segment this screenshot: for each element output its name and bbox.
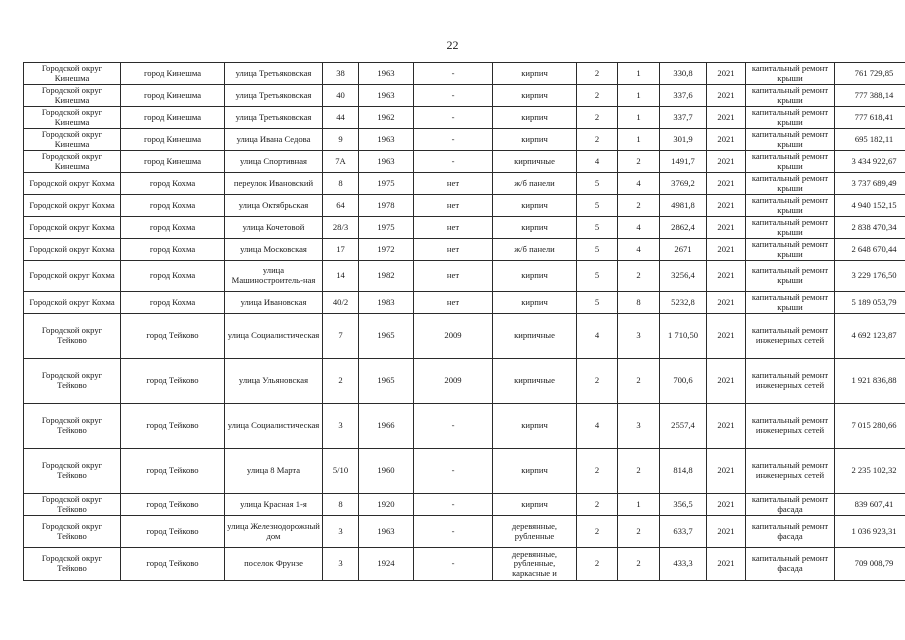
plan-year-cell: 2021 <box>707 173 746 195</box>
entrances-cell: 2 <box>618 516 660 548</box>
work-type-cell: капитальный ремонт крыши <box>746 151 835 173</box>
floors-cell: 4 <box>577 314 618 359</box>
last-repair-year-cell: - <box>414 516 493 548</box>
street-cell: поселок Фрунзе <box>225 548 323 581</box>
last-repair-year-cell: нет <box>414 195 493 217</box>
floors-cell: 2 <box>577 494 618 516</box>
table-row <box>24 195 905 217</box>
wall-material-cell: кирпич <box>493 63 577 85</box>
street-cell: улица Социалистическая <box>225 314 323 359</box>
area-cell: 700,6 <box>660 359 707 404</box>
housing-repair-table <box>23 62 905 581</box>
table-row <box>24 151 905 173</box>
house-number-cell: 64 <box>323 195 359 217</box>
entrances-cell: 4 <box>618 217 660 239</box>
entrances-cell: 2 <box>618 151 660 173</box>
street-cell: улица Октябрьская <box>225 195 323 217</box>
house-number-cell: 3 <box>323 548 359 581</box>
municipality-cell: Городской округ Кохма <box>24 217 121 239</box>
plan-year-cell: 2021 <box>707 404 746 449</box>
plan-year-cell: 2021 <box>707 314 746 359</box>
entrances-cell: 2 <box>618 449 660 494</box>
table-row <box>24 85 905 107</box>
cost-cell: 3 737 689,49 <box>835 173 905 195</box>
plan-year-cell: 2021 <box>707 217 746 239</box>
table-row <box>24 494 905 516</box>
municipality-cell: Городской округ Тейково <box>24 516 121 548</box>
house-number-cell: 17 <box>323 239 359 261</box>
last-repair-year-cell: - <box>414 548 493 581</box>
floors-cell: 2 <box>577 359 618 404</box>
work-type-cell: капитальный ремонт инженерных сетей <box>746 314 835 359</box>
wall-material-cell: кирпич <box>493 217 577 239</box>
build-year-cell: 1978 <box>359 195 414 217</box>
wall-material-cell: кирпичные <box>493 314 577 359</box>
cost-cell: 2 838 470,34 <box>835 217 905 239</box>
area-cell: 814,8 <box>660 449 707 494</box>
municipality-cell: Городской округ Тейково <box>24 494 121 516</box>
build-year-cell: 1963 <box>359 129 414 151</box>
entrances-cell: 1 <box>618 494 660 516</box>
floors-cell: 2 <box>577 516 618 548</box>
last-repair-year-cell: - <box>414 449 493 494</box>
house-number-cell: 8 <box>323 173 359 195</box>
plan-year-cell: 2021 <box>707 261 746 292</box>
street-cell: улица Социалистическая <box>225 404 323 449</box>
entrances-cell: 8 <box>618 292 660 314</box>
wall-material-cell: кирпич <box>493 107 577 129</box>
wall-material-cell: кирпич <box>493 85 577 107</box>
house-number-cell: 7А <box>323 151 359 173</box>
plan-year-cell: 2021 <box>707 292 746 314</box>
municipality-cell: Городской округ Кинешма <box>24 151 121 173</box>
area-cell: 2862,4 <box>660 217 707 239</box>
entrances-cell: 3 <box>618 404 660 449</box>
area-cell: 633,7 <box>660 516 707 548</box>
wall-material-cell: кирпичные <box>493 359 577 404</box>
last-repair-year-cell: 2009 <box>414 314 493 359</box>
build-year-cell: 1983 <box>359 292 414 314</box>
cost-cell: 7 015 280,66 <box>835 404 905 449</box>
floors-cell: 2 <box>577 129 618 151</box>
cost-cell: 1 036 923,31 <box>835 516 905 548</box>
area-cell: 330,8 <box>660 63 707 85</box>
plan-year-cell: 2021 <box>707 548 746 581</box>
work-type-cell: капитальный ремонт крыши <box>746 292 835 314</box>
street-cell: улица Третьяковская <box>225 107 323 129</box>
table-row <box>24 261 905 292</box>
entrances-cell: 2 <box>618 548 660 581</box>
work-type-cell: капитальный ремонт крыши <box>746 239 835 261</box>
wall-material-cell: кирпич <box>493 404 577 449</box>
work-type-cell: капитальный ремонт крыши <box>746 173 835 195</box>
area-cell: 1491,7 <box>660 151 707 173</box>
build-year-cell: 1920 <box>359 494 414 516</box>
build-year-cell: 1963 <box>359 85 414 107</box>
street-cell: переулок Ивановский <box>225 173 323 195</box>
house-number-cell: 44 <box>323 107 359 129</box>
work-type-cell: капитальный ремонт крыши <box>746 63 835 85</box>
work-type-cell: капитальный ремонт фасада <box>746 494 835 516</box>
floors-cell: 4 <box>577 151 618 173</box>
area-cell: 1 710,50 <box>660 314 707 359</box>
wall-material-cell: деревянные, рубленные, каркасные и <box>493 548 577 581</box>
plan-year-cell: 2021 <box>707 63 746 85</box>
plan-year-cell: 2021 <box>707 151 746 173</box>
page-number: 22 <box>446 38 459 52</box>
municipality-cell: Городской округ Кохма <box>24 261 121 292</box>
municipality-cell: Городской округ Кохма <box>24 195 121 217</box>
municipality-cell: Городской округ Кохма <box>24 173 121 195</box>
last-repair-year-cell: нет <box>414 217 493 239</box>
cost-cell: 695 182,11 <box>835 129 905 151</box>
plan-year-cell: 2021 <box>707 195 746 217</box>
work-type-cell: капитальный ремонт фасада <box>746 516 835 548</box>
entrances-cell: 4 <box>618 239 660 261</box>
entrances-cell: 1 <box>618 107 660 129</box>
municipality-cell: Городской округ Кохма <box>24 292 121 314</box>
work-type-cell: капитальный ремонт крыши <box>746 217 835 239</box>
plan-year-cell: 2021 <box>707 494 746 516</box>
floors-cell: 2 <box>577 85 618 107</box>
last-repair-year-cell: нет <box>414 239 493 261</box>
town-cell: город Кинешма <box>121 151 225 173</box>
floors-cell: 2 <box>577 63 618 85</box>
cost-cell: 2 648 670,44 <box>835 239 905 261</box>
street-cell: улица Спортивная <box>225 151 323 173</box>
work-type-cell: капитальный ремонт крыши <box>746 107 835 129</box>
street-cell: улица Ивана Седова <box>225 129 323 151</box>
table-row <box>24 63 905 85</box>
cost-cell: 4 692 123,87 <box>835 314 905 359</box>
last-repair-year-cell: - <box>414 85 493 107</box>
street-cell: улица Красная 1-я <box>225 494 323 516</box>
house-number-cell: 5/10 <box>323 449 359 494</box>
house-number-cell: 3 <box>323 404 359 449</box>
table-body <box>24 63 905 581</box>
area-cell: 301,9 <box>660 129 707 151</box>
street-cell: улица Кочетовой <box>225 217 323 239</box>
town-cell: город Кинешма <box>121 85 225 107</box>
wall-material-cell: ж/б панели <box>493 239 577 261</box>
town-cell: город Тейково <box>121 548 225 581</box>
town-cell: город Кинешма <box>121 63 225 85</box>
last-repair-year-cell: - <box>414 129 493 151</box>
wall-material-cell: ж/б панели <box>493 173 577 195</box>
town-cell: город Кохма <box>121 239 225 261</box>
house-number-cell: 7 <box>323 314 359 359</box>
build-year-cell: 1924 <box>359 548 414 581</box>
plan-year-cell: 2021 <box>707 449 746 494</box>
house-number-cell: 40 <box>323 85 359 107</box>
build-year-cell: 1960 <box>359 449 414 494</box>
work-type-cell: капитальный ремонт инженерных сетей <box>746 359 835 404</box>
house-number-cell: 38 <box>323 63 359 85</box>
last-repair-year-cell: нет <box>414 292 493 314</box>
build-year-cell: 1963 <box>359 63 414 85</box>
last-repair-year-cell: нет <box>414 173 493 195</box>
floors-cell: 5 <box>577 173 618 195</box>
town-cell: город Кохма <box>121 292 225 314</box>
wall-material-cell: кирпич <box>493 261 577 292</box>
cost-cell: 709 008,79 <box>835 548 905 581</box>
area-cell: 337,7 <box>660 107 707 129</box>
town-cell: город Тейково <box>121 494 225 516</box>
wall-material-cell: кирпичные <box>493 151 577 173</box>
last-repair-year-cell: 2009 <box>414 359 493 404</box>
street-cell: улица Третьяковская <box>225 85 323 107</box>
municipality-cell: Городской округ Тейково <box>24 314 121 359</box>
town-cell: город Кинешма <box>121 107 225 129</box>
street-cell: улица 8 Марта <box>225 449 323 494</box>
plan-year-cell: 2021 <box>707 359 746 404</box>
house-number-cell: 2 <box>323 359 359 404</box>
floors-cell: 5 <box>577 239 618 261</box>
entrances-cell: 3 <box>618 314 660 359</box>
last-repair-year-cell: - <box>414 63 493 85</box>
build-year-cell: 1965 <box>359 314 414 359</box>
table-row <box>24 129 905 151</box>
floors-cell: 5 <box>577 292 618 314</box>
house-number-cell: 8 <box>323 494 359 516</box>
cost-cell: 5 189 053,79 <box>835 292 905 314</box>
floors-cell: 5 <box>577 217 618 239</box>
town-cell: город Кохма <box>121 173 225 195</box>
cost-cell: 2 235 102,32 <box>835 449 905 494</box>
street-cell: улица Машиностроитель-ная <box>225 261 323 292</box>
plan-year-cell: 2021 <box>707 516 746 548</box>
entrances-cell: 2 <box>618 359 660 404</box>
last-repair-year-cell: - <box>414 404 493 449</box>
wall-material-cell: кирпич <box>493 129 577 151</box>
municipality-cell: Городской округ Тейково <box>24 359 121 404</box>
area-cell: 5232,8 <box>660 292 707 314</box>
floors-cell: 2 <box>577 107 618 129</box>
table-row <box>24 239 905 261</box>
town-cell: город Кинешма <box>121 129 225 151</box>
table-row <box>24 404 905 449</box>
work-type-cell: капитальный ремонт крыши <box>746 261 835 292</box>
cost-cell: 1 921 836,88 <box>835 359 905 404</box>
area-cell: 356,5 <box>660 494 707 516</box>
town-cell: город Кохма <box>121 195 225 217</box>
entrances-cell: 1 <box>618 63 660 85</box>
entrances-cell: 1 <box>618 85 660 107</box>
area-cell: 3256,4 <box>660 261 707 292</box>
work-type-cell: капитальный ремонт крыши <box>746 195 835 217</box>
last-repair-year-cell: - <box>414 151 493 173</box>
house-number-cell: 9 <box>323 129 359 151</box>
table-row <box>24 292 905 314</box>
house-number-cell: 14 <box>323 261 359 292</box>
cost-cell: 839 607,41 <box>835 494 905 516</box>
work-type-cell: капитальный ремонт инженерных сетей <box>746 404 835 449</box>
cost-cell: 761 729,85 <box>835 63 905 85</box>
municipality-cell: Городской округ Тейково <box>24 404 121 449</box>
street-cell: улица Московская <box>225 239 323 261</box>
wall-material-cell: кирпич <box>493 292 577 314</box>
municipality-cell: Городской округ Кохма <box>24 239 121 261</box>
area-cell: 2671 <box>660 239 707 261</box>
plan-year-cell: 2021 <box>707 85 746 107</box>
municipality-cell: Городской округ Кинешма <box>24 107 121 129</box>
work-type-cell: капитальный ремонт крыши <box>746 129 835 151</box>
cost-cell: 777 388,14 <box>835 85 905 107</box>
build-year-cell: 1975 <box>359 173 414 195</box>
municipality-cell: Городской округ Тейково <box>24 449 121 494</box>
municipality-cell: Городской округ Кинешма <box>24 63 121 85</box>
floors-cell: 5 <box>577 261 618 292</box>
floors-cell: 5 <box>577 195 618 217</box>
work-type-cell: капитальный ремонт крыши <box>746 85 835 107</box>
area-cell: 2557,4 <box>660 404 707 449</box>
municipality-cell: Городской округ Кинешма <box>24 85 121 107</box>
work-type-cell: капитальный ремонт фасада <box>746 548 835 581</box>
build-year-cell: 1965 <box>359 359 414 404</box>
street-cell: улица Ульяновская <box>225 359 323 404</box>
floors-cell: 2 <box>577 548 618 581</box>
floors-cell: 2 <box>577 449 618 494</box>
plan-year-cell: 2021 <box>707 107 746 129</box>
entrances-cell: 4 <box>618 173 660 195</box>
cost-cell: 3 229 176,50 <box>835 261 905 292</box>
plan-year-cell: 2021 <box>707 129 746 151</box>
town-cell: город Тейково <box>121 516 225 548</box>
build-year-cell: 1963 <box>359 516 414 548</box>
wall-material-cell: деревянные, рубленные <box>493 516 577 548</box>
cost-cell: 3 434 922,67 <box>835 151 905 173</box>
cost-cell: 777 618,41 <box>835 107 905 129</box>
area-cell: 4981,8 <box>660 195 707 217</box>
plan-year-cell: 2021 <box>707 239 746 261</box>
municipality-cell: Городской округ Кинешма <box>24 129 121 151</box>
last-repair-year-cell: нет <box>414 261 493 292</box>
house-number-cell: 40/2 <box>323 292 359 314</box>
build-year-cell: 1972 <box>359 239 414 261</box>
entrances-cell: 2 <box>618 195 660 217</box>
town-cell: город Тейково <box>121 359 225 404</box>
work-type-cell: капитальный ремонт инженерных сетей <box>746 449 835 494</box>
table-row <box>24 359 905 404</box>
wall-material-cell: кирпич <box>493 195 577 217</box>
last-repair-year-cell: - <box>414 494 493 516</box>
area-cell: 433,3 <box>660 548 707 581</box>
town-cell: город Тейково <box>121 449 225 494</box>
area-cell: 337,6 <box>660 85 707 107</box>
floors-cell: 4 <box>577 404 618 449</box>
town-cell: город Кохма <box>121 217 225 239</box>
build-year-cell: 1982 <box>359 261 414 292</box>
street-cell: улица Третьяковская <box>225 63 323 85</box>
build-year-cell: 1975 <box>359 217 414 239</box>
table-row <box>24 548 905 581</box>
house-number-cell: 3 <box>323 516 359 548</box>
table-row <box>24 449 905 494</box>
build-year-cell: 1962 <box>359 107 414 129</box>
house-number-cell: 28/3 <box>323 217 359 239</box>
build-year-cell: 1963 <box>359 151 414 173</box>
town-cell: город Тейково <box>121 404 225 449</box>
entrances-cell: 1 <box>618 129 660 151</box>
street-cell: улица Железнодорожный дом <box>225 516 323 548</box>
town-cell: город Кохма <box>121 261 225 292</box>
wall-material-cell: кирпич <box>493 494 577 516</box>
cost-cell: 4 940 152,15 <box>835 195 905 217</box>
last-repair-year-cell: - <box>414 107 493 129</box>
table-row <box>24 314 905 359</box>
table-row <box>24 107 905 129</box>
table-row <box>24 217 905 239</box>
build-year-cell: 1966 <box>359 404 414 449</box>
table-row <box>24 173 905 195</box>
entrances-cell: 2 <box>618 261 660 292</box>
area-cell: 3769,2 <box>660 173 707 195</box>
wall-material-cell: кирпич <box>493 449 577 494</box>
street-cell: улица Ивановская <box>225 292 323 314</box>
town-cell: город Тейково <box>121 314 225 359</box>
municipality-cell: Городской округ Тейково <box>24 548 121 581</box>
table-row <box>24 516 905 548</box>
